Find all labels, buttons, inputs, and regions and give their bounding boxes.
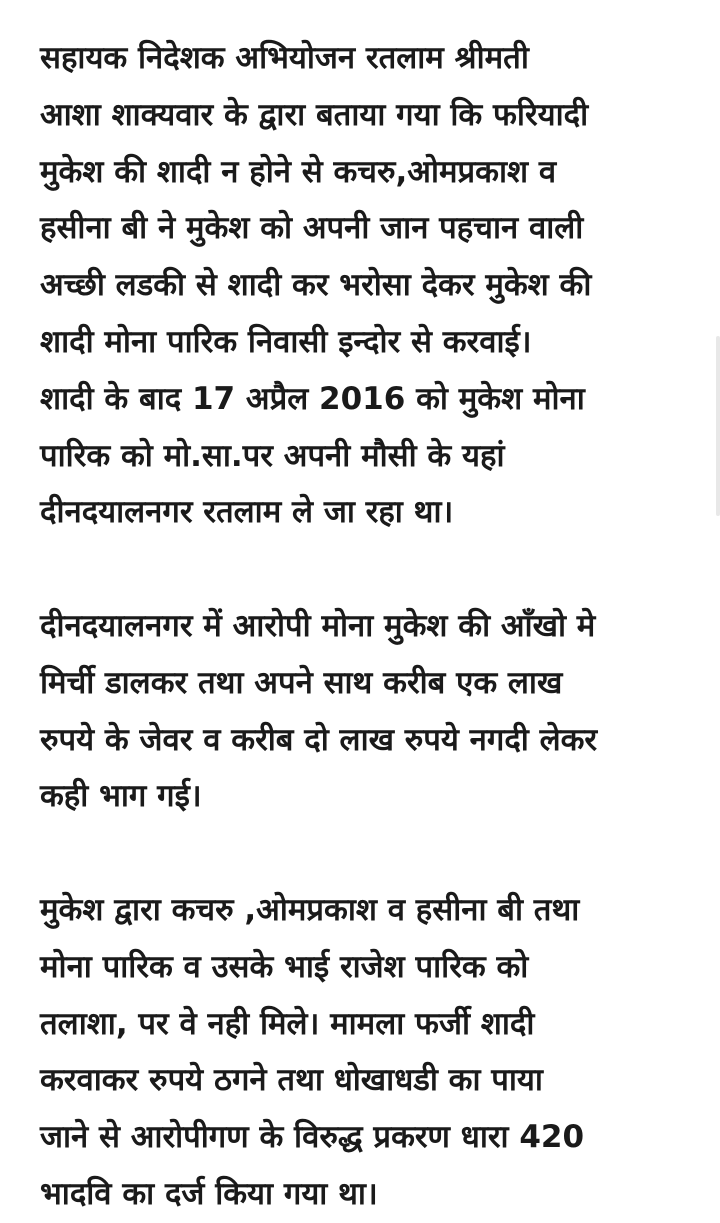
text-line: मुकेश की शादी न होने से कचरु,ओमप्रकाश व [40,153,557,190]
text-line: भादवि का दर्ज किया गया था। [40,1175,378,1212]
text-line: कही भाग गई। [40,778,202,815]
text-line: करवाकर रुपये ठगने तथा धोखाधडी का पाया [40,1062,543,1099]
text-line: सहायक निदेशक अभियोजन रतलाम श्रीमती [40,40,529,76]
paragraph-2 [40,598,690,825]
paragraph-1 [40,30,690,541]
text-line: पारिक को मो.सा.पर अपनी मौसी के यहां [40,437,505,474]
text-line: शादी के बाद 17 अप्रैल 2016 को मुकेश मोना [40,380,585,417]
text-line: आशा शाक्यवार के द्वारा बताया गया कि फरियादी [40,96,589,133]
text-line: शादी मोना पारिक निवासी इन्दोर से करवाई। [40,323,532,360]
text-line: दीनदयालनगर रतलाम ले जा रहा था। [40,494,454,531]
text-line: रुपये के जेवर व करीब दो लाख रुपये नगदी लेकर [40,721,598,758]
paragraph-3 [40,882,690,1223]
text-line: अच्छी लडकी से शादी कर भरोसा देकर मुकेश की [40,267,592,304]
news-article-body [40,30,690,1223]
text-line: मोना पारिक व उसके भाई राजेश पारिक को [40,948,529,985]
text-line: हसीना बी ने मुकेश को अपनी जान पहचान वाली [40,210,584,247]
text-line: तलाशा, पर वे नही मिले। मामला फर्जी शादी [40,1005,535,1042]
text-line: जाने से आरोपीगण के विरुद्ध प्रकरण धारा 420 [40,1119,585,1156]
text-line: दीनदयालनगर में आरोपी मोना मुकेश की आँखो मे [40,607,596,644]
text-line: मुकेश द्वारा कचरु ,ओमप्रकाश व हसीना बी तथा [40,891,580,928]
text-line: मिर्ची डालकर तथा अपने साथ करीब एक लाख [40,664,563,701]
scrollbar[interactable] [716,336,720,516]
